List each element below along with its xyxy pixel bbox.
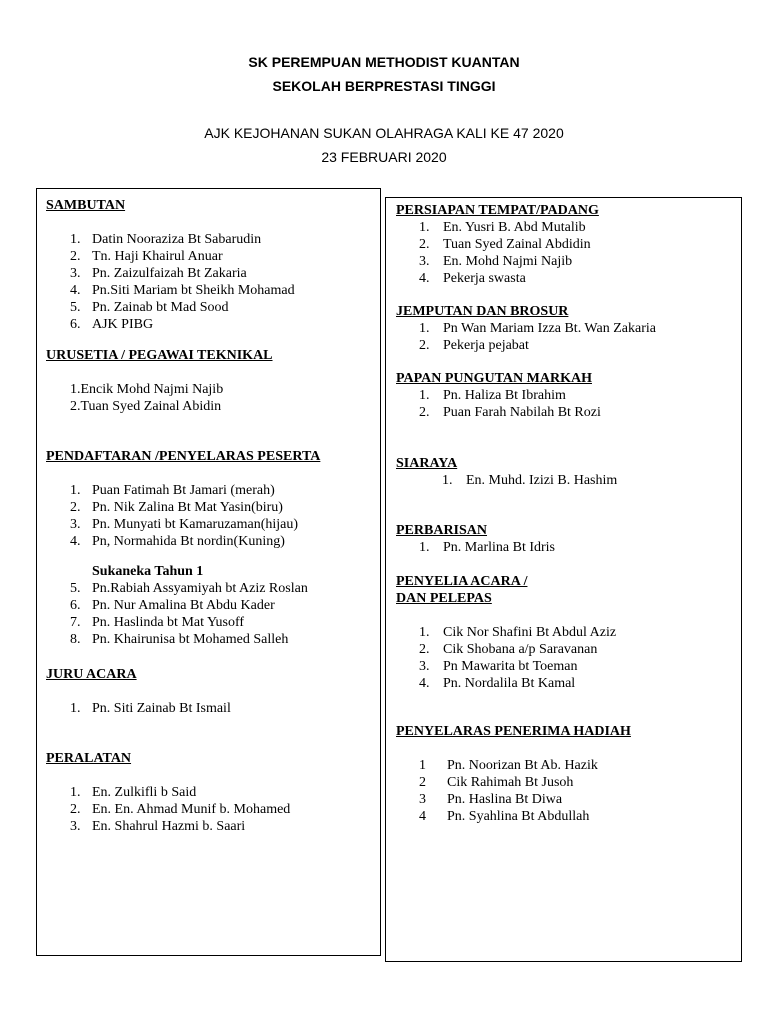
section-title-cont: DAN PELEPAS — [396, 591, 492, 606]
list-item-name: AJK PIBG — [92, 317, 154, 332]
list-item-number: 4. — [70, 534, 81, 549]
list-item-number: 3. — [70, 266, 81, 281]
section-peralatan — [37, 750, 380, 835]
list-item — [386, 658, 741, 675]
list-item-number: 6. — [70, 317, 81, 332]
section-title: PENDAFTARAN /PENYELARAS PESERTA — [46, 449, 321, 464]
list-item — [386, 624, 741, 641]
list-item — [386, 236, 741, 253]
list-item-name: Tuan Syed Zainal Abdidin — [443, 237, 591, 252]
section-urusetia — [37, 347, 380, 415]
list-item-number: 5. — [70, 581, 81, 596]
list-item-name: Puan Fatimah Bt Jamari (merah) — [92, 483, 275, 498]
list-item — [386, 320, 741, 337]
list-item — [386, 404, 741, 421]
section-list — [386, 387, 741, 421]
list-item-name: Pn. Siti Zainab Bt Ismail — [92, 701, 231, 716]
list-item — [37, 299, 380, 316]
section-list — [37, 231, 380, 333]
list-item-number: 1. — [70, 232, 81, 247]
list-item-number: 2. — [70, 500, 81, 515]
section-hadiah — [386, 723, 741, 825]
list-item-number: 3 — [419, 792, 426, 807]
list-item — [37, 482, 380, 499]
list-item — [37, 801, 380, 818]
list-item-number: 1. — [70, 785, 81, 800]
list-item-number: 1 — [419, 758, 426, 773]
list-item-name: En. Yusri B. Abd Mutalib — [443, 220, 586, 235]
list-item — [386, 774, 741, 791]
list-item — [386, 808, 741, 825]
list-item-number: 1. — [419, 220, 430, 235]
list-item-name: Pn. Noorizan Bt Ab. Hazik — [447, 758, 598, 773]
list-item-name: Pn. Zaizulfaizah Bt Zakaria — [92, 266, 247, 281]
list-item — [37, 631, 380, 648]
list-item-number: 8. — [70, 632, 81, 647]
section-list — [386, 320, 741, 354]
list-item — [37, 700, 380, 717]
section-list — [37, 482, 380, 550]
list-item — [386, 219, 741, 236]
list-item-name: Pn. Syahlina Bt Abdullah — [447, 809, 590, 824]
list-item-name: En. Shahrul Hazmi b. Saari — [92, 819, 246, 834]
section-list — [37, 700, 380, 717]
list-item — [37, 533, 380, 550]
section-juru-acara — [37, 666, 380, 717]
list-item-number: 2. — [419, 405, 430, 420]
right-committee-box — [385, 197, 742, 962]
section-title: PAPAN PUNGUTAN MARKAH — [396, 371, 592, 386]
section-title: SIARAYA — [396, 456, 458, 471]
list-item-number: 2. — [70, 802, 81, 817]
list-item-name: Pekerja swasta — [443, 271, 526, 286]
section-list — [37, 784, 380, 835]
list-item-number: 5. — [70, 300, 81, 315]
list-item-number: 4 — [419, 809, 426, 824]
list-item-number: 1. — [442, 473, 453, 488]
list-item-name: Pn.Siti Mariam bt Sheikh Mohamad — [92, 283, 295, 298]
list-item-name: Pn. Khairunisa bt Mohamed Salleh — [92, 632, 289, 647]
list-item-number: 1. — [419, 388, 430, 403]
list-item — [37, 614, 380, 631]
list-item-number: 4. — [419, 676, 430, 691]
list-item-name: Pn. Haliza Bt Ibrahim — [443, 388, 566, 403]
section-list — [386, 624, 741, 692]
list-item-name: En. Mohd Najmi Najib — [443, 254, 573, 269]
section-title: SAMBUTAN — [46, 198, 126, 213]
list-item-number: 2. — [419, 642, 430, 657]
section-papan — [386, 370, 741, 421]
section-persiapan — [386, 202, 741, 287]
section-title: PERALATAN — [46, 751, 132, 766]
section-title: JURU ACARA — [46, 667, 137, 682]
section-sambutan — [37, 197, 380, 333]
section-list — [386, 219, 741, 287]
section-list — [37, 580, 380, 648]
list-item-name: Pn. Marlina Bt Idris — [443, 540, 555, 555]
section-perbarisan — [386, 522, 741, 556]
event-title: AJK KEJOHANAN SUKAN OLAHRAGA KALI KE 47 2020 — [204, 125, 564, 141]
list-item-name: Pn.Rabiah Assyamiyah bt Aziz Roslan — [92, 581, 308, 596]
list-item — [37, 516, 380, 533]
list-item-name: Puan Farah Nabilah Bt Rozi — [443, 405, 601, 420]
section-list — [386, 472, 741, 489]
list-item — [386, 337, 741, 354]
list-item-name: Pn. Nur Amalina Bt Abdu Kader — [92, 598, 275, 613]
list-item-name: En. En. Ahmad Munif b. Mohamed — [92, 802, 291, 817]
list-item-name: En. Zulkifli b Said — [92, 785, 197, 800]
list-item — [386, 539, 741, 556]
list-item-name: Pn, Normahida Bt nordin(Kuning) — [92, 534, 285, 549]
list-item — [37, 597, 380, 614]
list-item-name: En. Muhd. Izizi B. Hashim — [466, 473, 618, 488]
list-item — [37, 784, 380, 801]
list-item-name: Pekerja pejabat — [443, 338, 529, 353]
list-item — [37, 316, 380, 333]
list-item — [386, 757, 741, 774]
list-item — [386, 472, 741, 489]
section-list — [386, 757, 741, 825]
list-item-number: 2 — [419, 775, 426, 790]
school-tagline: SEKOLAH BERPRESTASI TINGGI — [272, 78, 496, 94]
school-name: SK PEREMPUAN METHODIST KUANTAN — [248, 54, 520, 70]
list-item — [37, 265, 380, 282]
list-item-name: Cik Nor Shafini Bt Abdul Aziz — [443, 625, 617, 640]
list-item-number: 3. — [419, 254, 430, 269]
section-title: JEMPUTAN DAN BROSUR — [396, 304, 569, 319]
list-item-number: 2. — [70, 249, 81, 264]
list-item-number: 7. — [70, 615, 81, 630]
list-item-name: Pn. Nik Zalina Bt Mat Yasin(biru) — [92, 500, 283, 515]
list-item-name: Pn. Haslina Bt Diwa — [447, 792, 563, 807]
section-title: PERSIAPAN TEMPAT/PADANG — [396, 203, 599, 218]
list-item: 1.Encik Mohd Najmi Najib — [70, 382, 224, 397]
list-item — [386, 270, 741, 287]
list-item-number: 3. — [70, 819, 81, 834]
list-item — [386, 253, 741, 270]
left-committee-box — [36, 188, 381, 956]
list-item-name: Pn. Munyati bt Kamaruzaman(hijau) — [92, 517, 299, 532]
list-item-name: Cik Rahimah Bt Jusoh — [447, 775, 574, 790]
list-item — [37, 231, 380, 248]
event-date: 23 FEBRUARI 2020 — [321, 149, 447, 165]
list-item-name: Tn. Haji Khairul Anuar — [92, 249, 223, 264]
list-item-number: 4. — [70, 283, 81, 298]
list-item-name: Datin Nooraziza Bt Sabarudin — [92, 232, 262, 247]
list-item-name: Pn. Haslinda bt Mat Yusoff — [92, 615, 245, 630]
list-item — [37, 580, 380, 597]
list-item-number: 3. — [419, 659, 430, 674]
section-title: PERBARISAN — [396, 523, 488, 538]
section-siaraya — [386, 455, 741, 489]
list-item — [37, 248, 380, 265]
list-item — [386, 791, 741, 808]
section-jemputan — [386, 303, 741, 354]
list-item-number: 1. — [419, 540, 430, 555]
list-item-number: 1. — [70, 483, 81, 498]
list-item-name: Pn. Zainab bt Mad Sood — [92, 300, 229, 315]
section-title: URUSETIA / PEGAWAI TEKNIKAL — [46, 348, 273, 363]
list-item — [386, 387, 741, 404]
list-item-number: 6. — [70, 598, 81, 613]
section-title: PENYELARAS PENERIMA HADIAH — [396, 724, 631, 739]
list-item-name: Pn. Nordalila Bt Kamal — [443, 676, 576, 691]
list-item-name: Pn Wan Mariam Izza Bt. Wan Zakaria — [443, 321, 656, 336]
list-item — [37, 818, 380, 835]
list-item-number: 1. — [70, 701, 81, 716]
list-item-number: 2. — [419, 338, 430, 353]
section-subtitle: Sukaneka Tahun 1 — [92, 564, 204, 579]
section-list — [386, 539, 741, 556]
list-item-name: Pn Mawarita bt Toeman — [443, 659, 578, 674]
list-item-number: 3. — [70, 517, 81, 532]
section-penyelia — [386, 573, 741, 692]
list-item-number: 4. — [419, 271, 430, 286]
list-item-number: 1. — [419, 321, 430, 336]
list-item-name: Cik Shobana a/p Saravanan — [443, 642, 598, 657]
list-item: 2.Tuan Syed Zainal Abidin — [70, 399, 222, 414]
list-item — [386, 641, 741, 658]
list-item-number: 1. — [419, 625, 430, 640]
list-item — [37, 282, 380, 299]
list-item — [37, 499, 380, 516]
list-item — [386, 675, 741, 692]
list-item-number: 2. — [419, 237, 430, 252]
section-title: PENYELIA ACARA / — [396, 574, 528, 589]
section-pendaftaran — [37, 448, 380, 648]
